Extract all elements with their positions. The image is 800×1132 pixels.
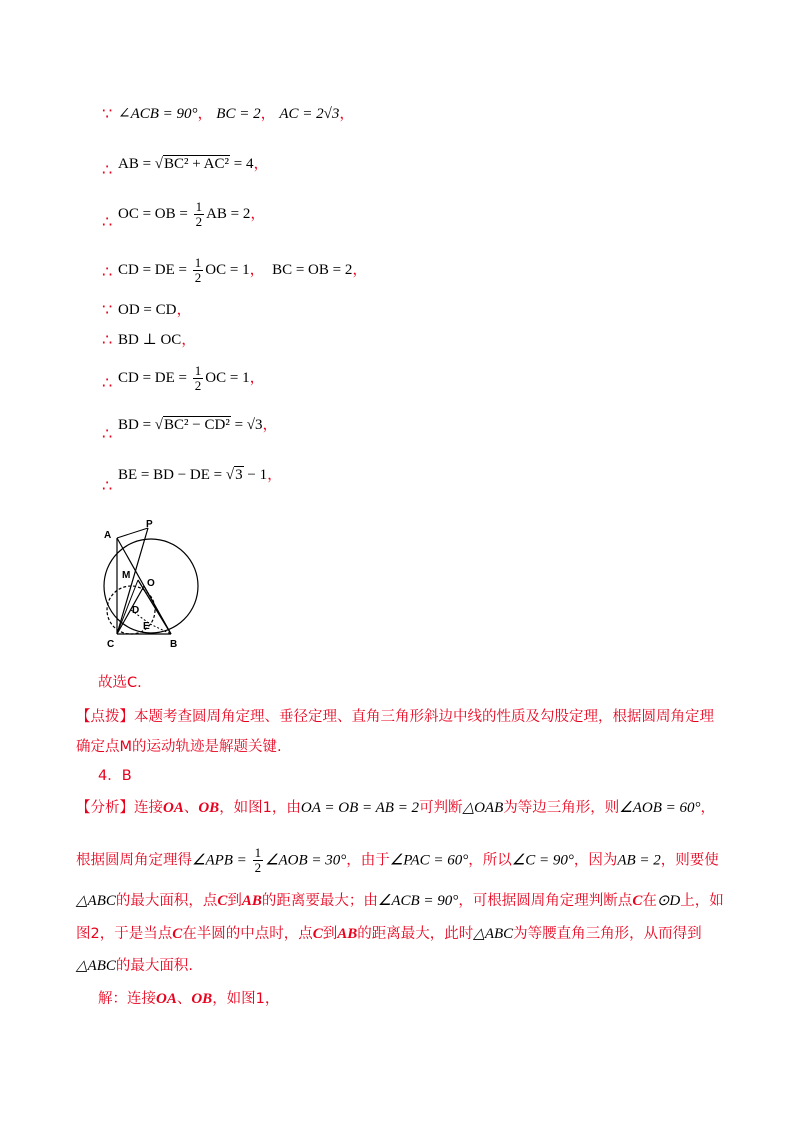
label-o: O [147, 578, 155, 589]
label-p: P [146, 519, 153, 530]
geometry-figure [98, 516, 208, 651]
label-a: A [104, 530, 112, 541]
fraction: $\frac{1}{2}$ [195, 199, 203, 229]
bc-length: BC = 2 [216, 106, 261, 122]
question-4-heading: 4．B [98, 768, 132, 784]
analysis-line-4: 图2，于是当点C在半圆的中点时，点C到AB的距离最大，此时△ABC为等腰直角三角形，从而得到 [76, 926, 702, 942]
analysis-line-1: 【分析】连接OA、OB，如图1，由OA = OB = AB = 2可判断△OAB为等边三角形，则∠AOB = 60°， [76, 800, 715, 816]
analysis-line-5: △ABC的最大面积. [76, 958, 193, 974]
angle-acb: ∠ACB = 90° [118, 106, 198, 122]
label-e: E [143, 621, 150, 632]
segment-cp [117, 528, 148, 634]
because-symbol: ∵ [102, 300, 113, 319]
therefore-symbol: ∴ [102, 160, 113, 179]
segment-ap [117, 528, 148, 538]
tip-tag: 【点拨】 [76, 709, 134, 725]
solution-line: 解：连接OA、OB，如图1， [98, 991, 280, 1007]
segment-co [117, 586, 144, 634]
therefore-symbol: ∴ [102, 476, 113, 495]
label-c: C [107, 639, 115, 650]
analysis-line-2: 根据圆周角定理得∠APB = $\frac{1}{2}$ ∠AOB = 30°，由于∠PAC = 60°，所以∠C = 90°，因为AB = 2，则要使 [76, 845, 719, 875]
analysis-line-3: △ABC的最大面积，点C到AB的距离要最大；由∠ACB = 90°，可根据圆周角定理判断点C在⊙D上，如 [76, 893, 724, 909]
fraction: $\frac{1}{2}$ [194, 363, 202, 393]
therefore-symbol: ∴ [102, 212, 113, 231]
label-m: M [122, 570, 131, 581]
because-symbol: ∵ [102, 104, 113, 123]
therefore-symbol: ∴ [102, 373, 113, 392]
therefore-symbol: ∴ [102, 330, 113, 349]
therefore-symbol: ∴ [102, 262, 113, 281]
therefore-symbol: ∴ [102, 424, 113, 443]
tip-paragraph-line2: 确定点M的运动轨迹是解题关键. [76, 739, 282, 755]
tip-paragraph: 【点拨】本题考查圆周角定理、垂径定理、直角三角形斜边中线的性质及勾股定理，根据圆周角定理 [76, 709, 714, 725]
fraction: $\frac{1}{2}$ [194, 255, 202, 285]
label-b: B [170, 639, 178, 650]
label-d: D [132, 605, 140, 616]
ac-length: AC = 2√3 [279, 106, 340, 122]
answer-text: 故选C. [98, 675, 142, 691]
